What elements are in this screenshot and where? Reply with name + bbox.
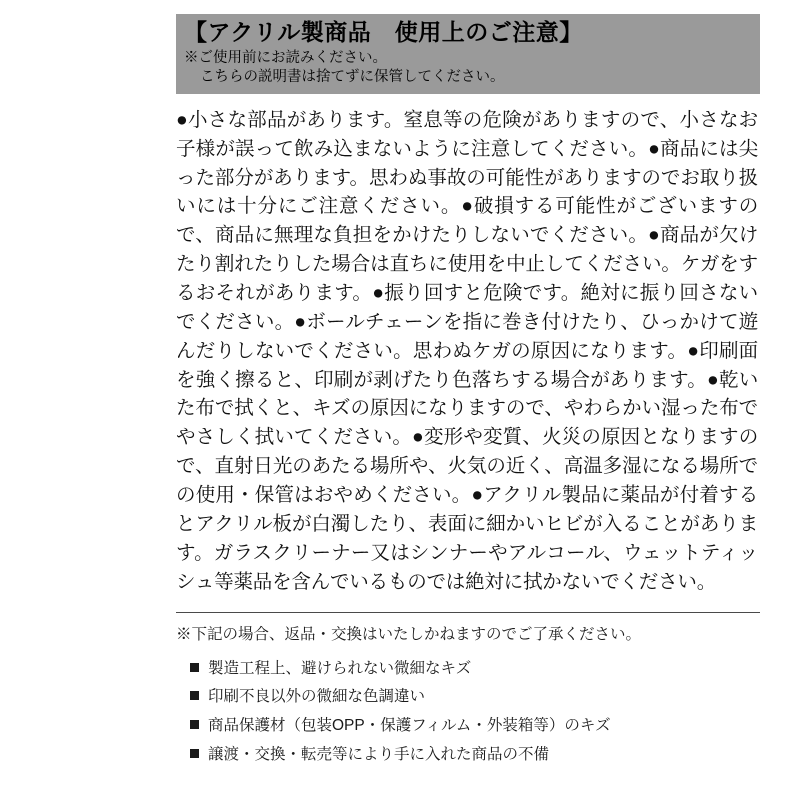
square-bullet-icon (190, 663, 199, 672)
list-item (190, 741, 760, 770)
section-divider (176, 612, 760, 613)
square-bullet-icon (190, 691, 199, 700)
list-item (190, 712, 760, 741)
returns-note: ※下記の場合、返品・交換はいたしかねますのでご了承ください。 (176, 626, 642, 644)
list-item-label: 商品保護材（包装OPP・保護フィルム・外装箱等）のキズ (208, 717, 611, 735)
header-note-line2: こちらの説明書は捨てずに保管してください。 (200, 69, 505, 86)
square-bullet-icon (190, 749, 199, 758)
header-note-line1: ※ご使用前にお読みください。 (184, 49, 387, 66)
square-bullet-icon (190, 720, 199, 729)
precautions-body: ●小さな部品があります。窒息等の危険がありますので、小さなお子様が誤って飲み込まないように注意してください。●商品には尖った部分があります。思わぬ事故の可能性がありますのでお取り扱いには十分にご注意ください。●破損する可能性がございますので、商品に無理な負担をかけたりしないでください。●商品が欠けたり割れたりした場合は直ちに使用を中止してください。ケガをするおそれがあります。●振り回すと危険です。絶対に振り回さないでください。●ボールチェーンを指に巻き付けたり、ひっかけて遊んだりしないでください。思わぬケガの原因になります。●印刷面を強く擦ると、印刷が剥げたり色落ちする場合があります。●乾いた布で拭くと、キズの原因になりますので、やわらかい湿った布でやさしく拭いてください。●変形や変質、火災の原因となりますので、直射日光のあたる場所や、火気の近く、高温多湿になる場所での使用・保管はおやめください。●アクリル製品に薬品が付着するとアクリル板が白濁したり、表面に細かいヒビが入ることがあります。ガラスクリーナー又はシンナーやアルコール、ウェットティッシュ等薬品を含んでいるものでは絶対に拭かないでください。 (176, 108, 758, 593)
list-item-label: 印刷不良以外の微細な色調違い (208, 688, 426, 706)
page-title: 【アクリル製商品 使用上のご注意】 (184, 19, 583, 45)
list-item-label: 製造工程上、避けられない微細なキズ (208, 659, 472, 677)
list-item (190, 683, 760, 712)
list-item (190, 655, 760, 684)
header-band (176, 14, 760, 94)
list-item-label: 譲渡・交換・転売等により手に入れた商品の不備 (208, 745, 550, 763)
returns-list (176, 655, 760, 770)
